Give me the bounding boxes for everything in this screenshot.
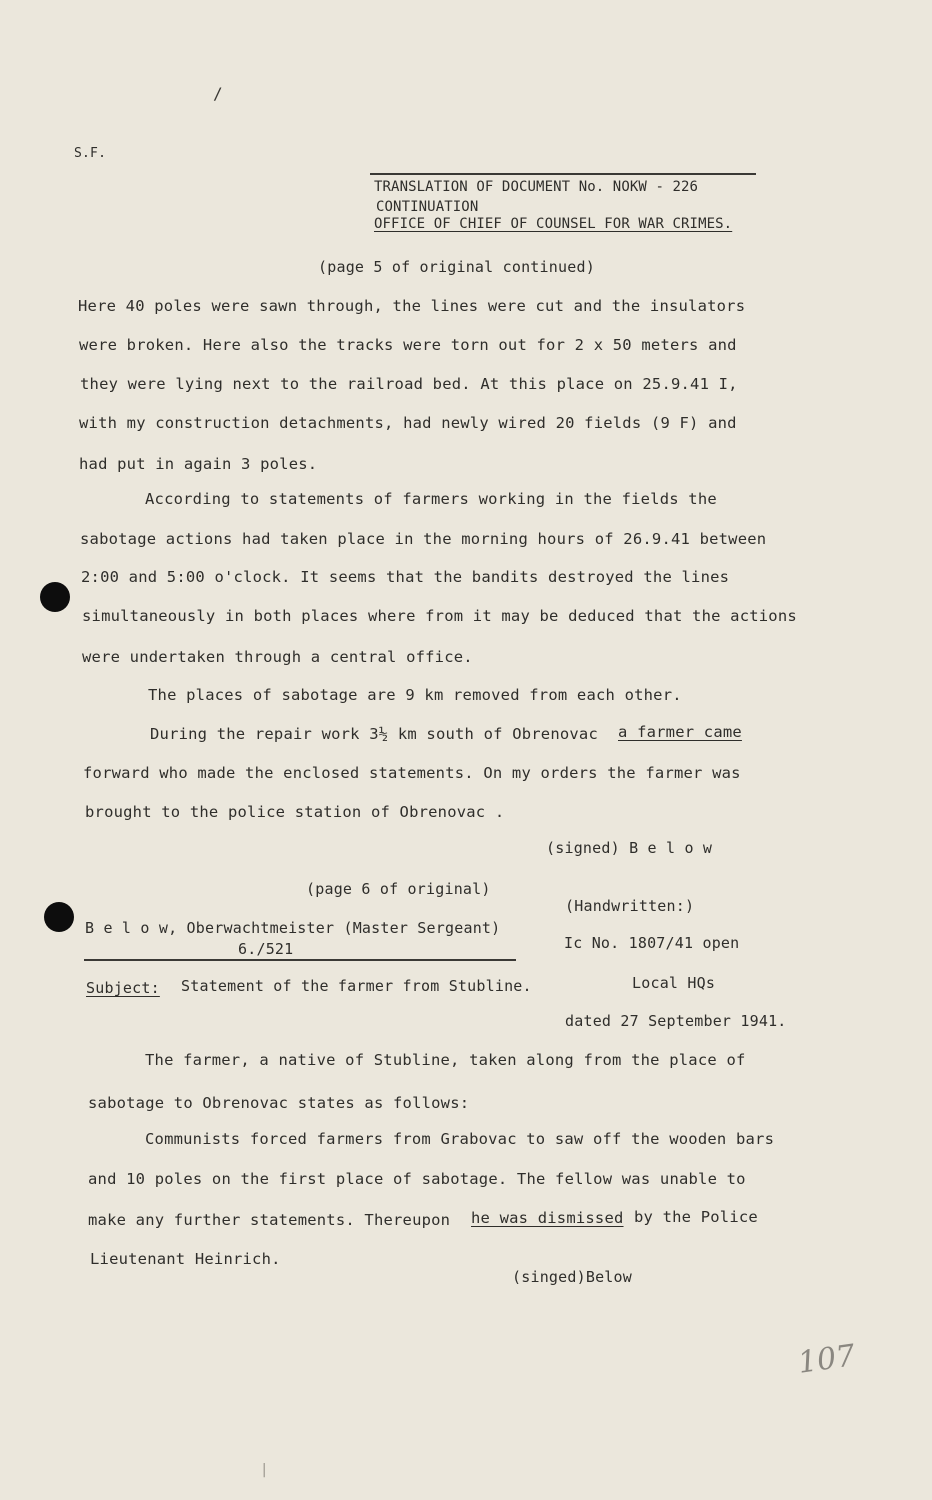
page6-note: (page 6 of original) [306, 880, 491, 898]
para2-line1: According to statements of farmers working in the fields the [145, 490, 717, 508]
corner-initials: S.F. [74, 146, 107, 161]
handwritten-note: (Handwritten:) [565, 897, 695, 915]
punch-hole-bottom [44, 902, 74, 932]
para4-line3: brought to the police station of Obrenovac . [85, 803, 505, 821]
page5-note: (page 5 of original continued) [318, 258, 595, 276]
para1-line1: Here 40 poles were sawn through, the lines were cut and the insulators [78, 297, 746, 315]
header-top-rule [370, 173, 756, 175]
header-translation-line: TRANSLATION OF DOCUMENT No. NOKW - 226 [374, 179, 699, 195]
local-hqs: Local HQs [632, 974, 716, 992]
para4-line1a: During the repair work 3½ km south of Obrenovac [150, 725, 598, 743]
para3: The places of sabotage are 9 km removed from each other. [148, 686, 682, 704]
from-underline [84, 959, 516, 961]
para1-line2: were broken. Here also the tracks were torn out for 2 x 50 meters and [79, 336, 737, 354]
para4-line1b: a farmer came [618, 723, 742, 741]
para5-line2: sabotage to Obrenovac states as follows: [88, 1094, 470, 1112]
para6-line3a: make any further statements. Thereupon [88, 1211, 451, 1229]
handwritten-page-number: 107 [795, 1338, 858, 1381]
from-unit-number: 6./521 [238, 940, 294, 958]
para1-line3: they were lying next to the railroad bed. At this place on 25.9.41 I, [80, 375, 738, 393]
signature-below-2: (singed)Below [512, 1268, 632, 1286]
para6-line3c: by the Police [634, 1208, 758, 1226]
ic-number: Ic No. 1807/41 open [564, 934, 740, 952]
para5-line1: The farmer, a native of Stubline, taken along from the place of [145, 1051, 746, 1069]
para1-line5: had put in again 3 poles. [79, 455, 318, 473]
para4-line2: forward who made the enclosed statements. On my orders the farmer was [83, 764, 741, 782]
para6-line4: Lieutenant Heinrich. [90, 1250, 281, 1268]
header-continuation: CONTINUATION [376, 199, 479, 215]
para2-line2: sabotage actions had taken place in the morning hours of 26.9.41 between [80, 530, 767, 548]
para6-line3b: he was dismissed [471, 1209, 624, 1227]
punch-hole-top [40, 582, 70, 612]
subject-text: Statement of the farmer from Stubline. [181, 977, 532, 995]
para1-line4: with my construction detachments, had newly wired 20 fields (9 F) and [79, 414, 737, 432]
header-office: OFFICE OF CHIEF OF COUNSEL FOR WAR CRIMES. [374, 216, 733, 232]
para2-line5: were undertaken through a central office. [82, 648, 473, 666]
dated-line: dated 27 September 1941. [565, 1012, 787, 1030]
para6-line2: and 10 poles on the first place of sabotage. The fellow was unable to [88, 1170, 746, 1188]
from-line: B e l o w, Oberwachtmeister (Master Sergeant) [85, 919, 501, 937]
pencil-tick-mark: / [213, 84, 223, 103]
pencil-stroke-bottom: | [260, 1462, 269, 1478]
para6-line1: Communists forced farmers from Grabovac to saw off the wooden bars [145, 1130, 775, 1148]
signature-below-1: (signed) B e l o w [546, 839, 713, 857]
subject-label: Subject: [86, 979, 160, 997]
para2-line3: 2:00 and 5:00 o'clock. It seems that the bandits destroyed the lines [81, 568, 730, 586]
para2-line4: simultaneously in both places where from it may be deduced that the actions [82, 607, 797, 625]
